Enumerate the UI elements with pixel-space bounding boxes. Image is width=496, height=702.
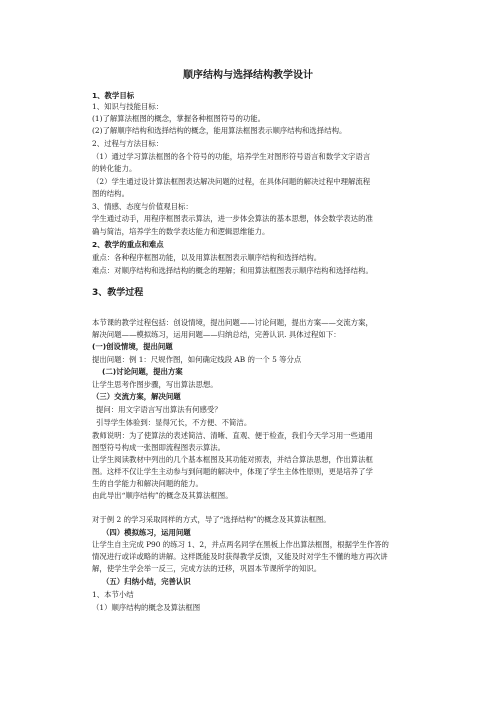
paragraph-line: 学生通过动手，用程序框图表示算法，进一步体会算法的基本思想，体会数学表达的准: [92, 214, 373, 223]
paragraph-line: （1）顺序结构的概念及算法框图: [92, 603, 201, 612]
subheading: （三）交流方案，解决问题: [92, 392, 181, 401]
paragraph-line: 引导学生体验到：显得冗长，不方便、不简洁。: [96, 418, 252, 427]
section-heading: 1、教学目标: [92, 91, 135, 100]
paragraph-line: (1)了解算法框图的概念，掌握各种框图符号的功能。: [92, 114, 266, 123]
paragraph-line: 确与简洁，培养学生的数学表达能力和逻辑思维能力。: [92, 227, 270, 236]
subheading: 1、知识与技能目标：: [92, 102, 164, 111]
document-title: 顺序结构与选择结构教学设计: [183, 70, 313, 81]
paragraph-line: 解决问题——模拟练习，运用问题——归纳总结，完善认识. 具体过程如下：: [92, 330, 341, 339]
paragraph-line: 图型符号构成一张图即流程图表示算法。: [92, 443, 226, 452]
paragraph-line: 生的自学能力和解决问题的能力。: [92, 479, 203, 488]
paragraph-line: 图的结构。: [92, 189, 129, 198]
paragraph-line: 情况进行或详或略的讲解。这样既能及时获得教学反馈，又能及时对学生不懂的地方再次讲: [92, 552, 388, 561]
paragraph-line: 重点：各种程序框图功能，以及用算法框图表示顺序结构和选择结构。: [92, 253, 322, 262]
subheading: （四）模拟练习，运用问题: [102, 528, 191, 537]
paragraph-line: 由此导出“顺序结构”的概念及其算法框图。: [92, 491, 233, 500]
paragraph-line: 本节课的教学过程包括：创设情境，提出问题——讨论问题，提出方案——交流方案，: [92, 318, 373, 327]
subheading: (二)讨论问题，提出方案: [102, 367, 183, 376]
paragraph-line: 让学生自主完成 P90 的练习 1、2，并点两名同学在黑板上作出算法框图，根据学生作答的: [92, 540, 389, 549]
paragraph-line: 让学生阅读教材中列出的几个基本框图及其功能对照表，并结合算法思想，作出算法框: [92, 455, 373, 464]
paragraph-line: （2）学生通过设计算法框图表达解决问题的过程，在具体问题的解决过程中理解流程: [92, 177, 371, 186]
paragraph-line: 图。这样不仅让学生主动参与到问题的解决中，体现了学生主体性原则，更是培养了学: [92, 467, 373, 476]
paragraph-line: 的转化能力。: [92, 164, 137, 173]
subheading: 2、过程与方法目标：: [92, 139, 164, 148]
paragraph-line: 让学生思考作图步骤，写出算法思想。: [92, 380, 218, 389]
subheading: (一)创设情境，提出问题: [92, 342, 173, 351]
paragraph-line: 难点：对顺序结构和选择结构的概念的理解；和用算法框图表示顺序结构和选择结构。: [92, 266, 373, 275]
paragraph-line: 对于例 2 的学习采取同样的方式，导了“选择结构”的概念及其算法框图。: [92, 515, 331, 524]
paragraph-line: (2)了解顺序结构和选择结构的概念，能用算法框图表示顺序结构和选择结构。: [92, 126, 347, 135]
section-heading: 2、教学的重点和难点: [92, 240, 164, 249]
paragraph-line: 教师说明：为了使算法的表述简洁、清晰、直观、便于检查，我们今天学习用一些通用: [92, 431, 373, 440]
paragraph-line: 解，使学生学会举一反三，完成方法的迁移，巩固本节课所学的知识。: [92, 564, 322, 573]
paragraph-line: （1）通过学习算法框图的各个符号的功能，培养学生对图形符号语言和数学文字语言: [92, 152, 371, 161]
paragraph-line: 提出问题：例 1：尺规作图，如何确定线段 AB 的一个 5 等分点: [92, 355, 302, 364]
section-heading: 3、教学过程: [92, 288, 144, 298]
paragraph-line: 提问：用文字语言写出算法有何感受？: [96, 405, 222, 414]
subheading: 3、情感、态度与价值观目标：: [92, 202, 193, 211]
paragraph-line: 1、本节小结: [92, 590, 134, 599]
subheading: （五）归纳小结，完善认识: [102, 577, 191, 586]
